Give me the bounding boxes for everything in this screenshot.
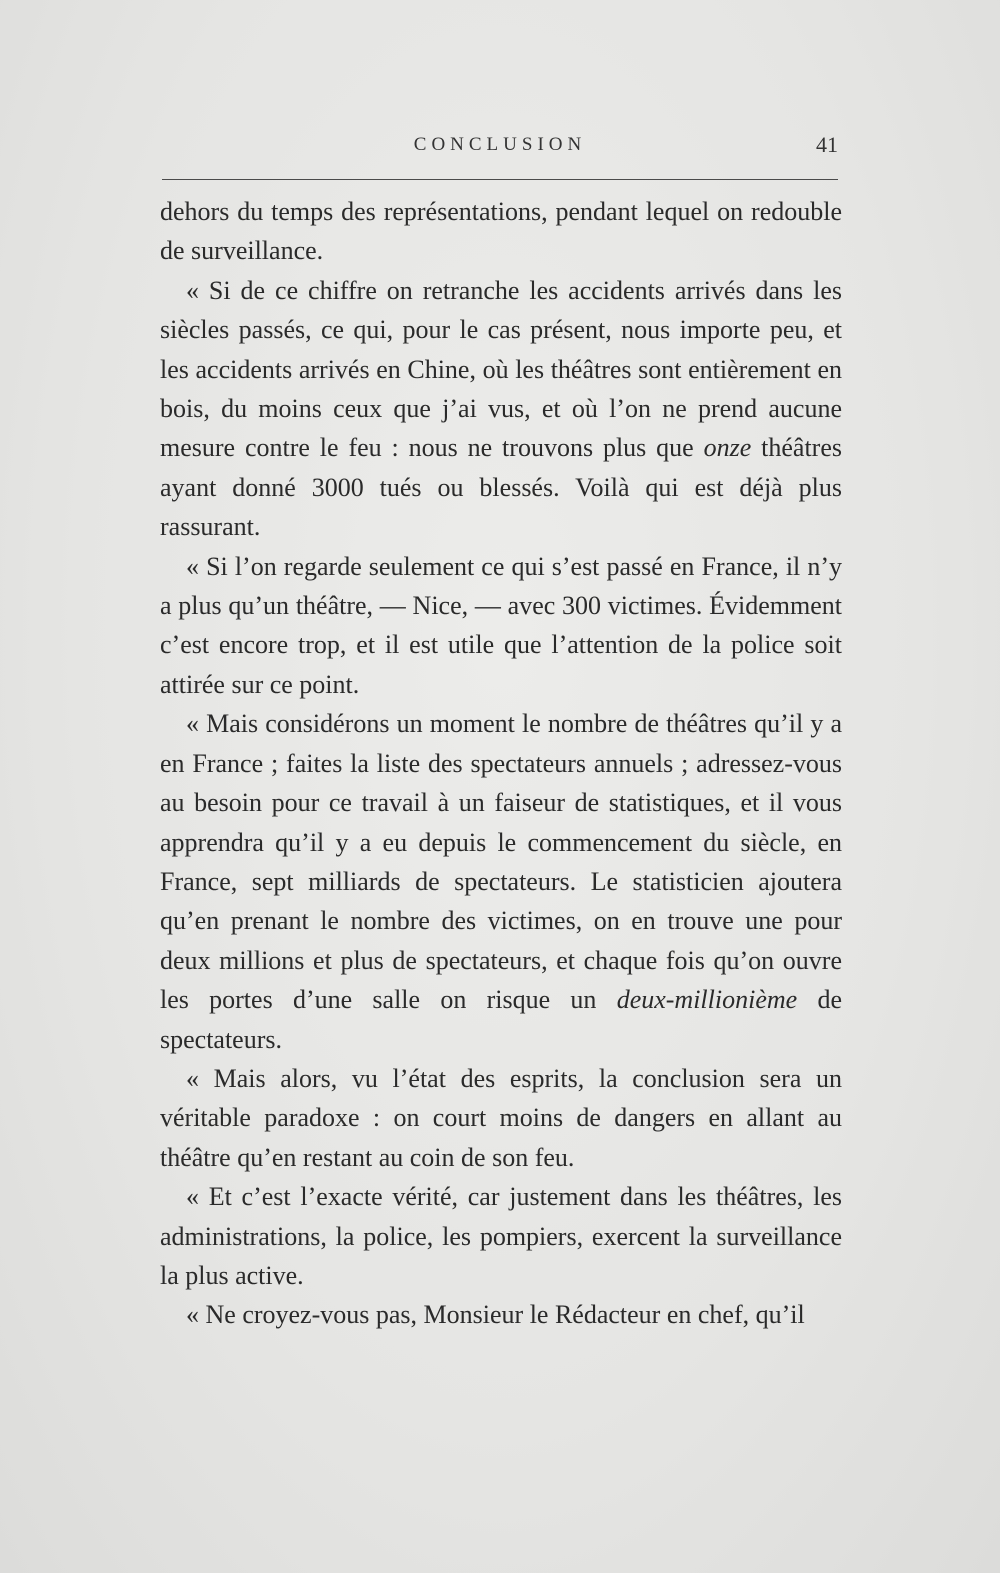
paragraph-continuation [160,192,842,271]
paragraph [160,704,842,1059]
paragraph [160,1295,842,1334]
paragraph-text: de spectateurs. [160,985,842,1054]
paragraph-text: « Mais considérons un moment le nombre de théâtres qu’il y a en France ; faites la liste des spectateurs annuels ; adressez-vous au besoin pour ce travail à un faiseur de statistiques, et il vous apprendra qu’il y a eu depuis le commencement du siècle, en France, sept milliards de spectateurs. Le statisticien ajoutera qu’en prenant le nombre des victimes, on en trouve une pour deux millions et plus de spectateurs, et chaque fois qu’on ouvre les portes d’une salle on risque un [160,709,842,1015]
paragraph [160,547,842,705]
page-number: 41 [816,132,838,157]
header-rule [162,179,838,180]
paragraph-text: « Si l’on regarde seulement ce qui s’est passé en France, il n’y a plus qu’un théâtre, — Nice, — avec 300 victimes. Évidemment c’est encore trop, et il est utile que l’attention de la police soit attirée sur ce point. [160,551,842,699]
emphasis-text: deux-millionième [616,985,798,1015]
running-title: CONCLUSION [413,134,587,155]
running-head [160,134,840,164]
paragraph-text: « Mais alors, vu l’état des esprits, la conclusion sera un véritable paradoxe : on court moins de dangers en allant au théâtre qu’en restant au coin de son feu. [160,1063,842,1172]
paragraph-text: « Et c’est l’exacte vérité, car justement dans les théâtres, les administrations, la police, les pompiers, exercent la surveillance la plus active. [160,1182,842,1290]
paragraph [160,1177,842,1295]
paragraph-text: dehors du temps des représentations, pendant lequel on redouble de surveillance. [160,197,842,266]
paragraph [160,271,842,547]
paragraph [160,1059,842,1177]
body-text [160,192,842,1335]
paragraph-text: « Ne croyez-vous pas, Monsieur le Rédacteur en chef, qu’il [186,1300,805,1330]
emphasis-text: onze [703,433,752,463]
paragraph-text: « Si de ce chiffre on retranche les accidents arrivés dans les siècles passés, ce qui, pour le cas présent, nous importe peu, et les accidents arrivés en Chine, où les théâtres sont entièrement en bois, du moins ceux que j’ai vus, et où l’on ne prend aucune mesure contre le feu : nous ne trouvons plus que [160,275,842,463]
paragraph-text: théâtres ayant donné 3000 tués ou blessés. Voilà qui est déjà plus rassurant. [160,433,842,542]
